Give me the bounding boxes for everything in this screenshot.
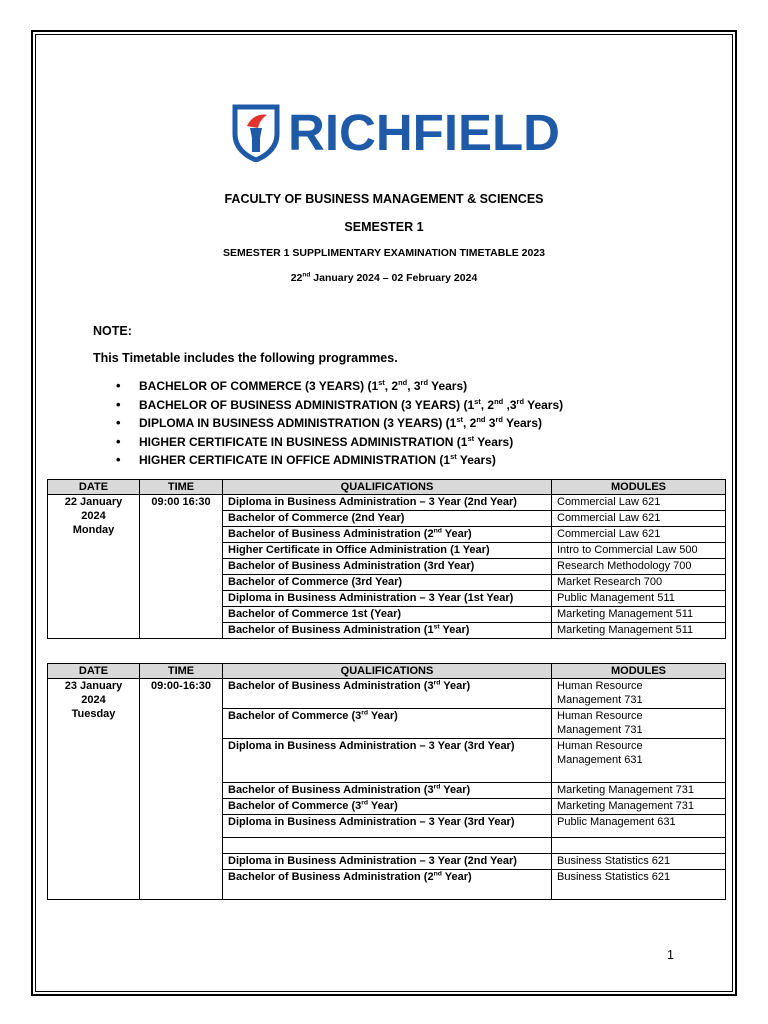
date-cell: 23 January 2024 Tuesday <box>48 679 140 900</box>
module-cell: Research Methodology 700 <box>552 559 726 575</box>
qualifications-header: QUALIFICATIONS <box>223 480 552 495</box>
shield-torch-icon <box>232 104 280 162</box>
qualification-cell: Bachelor of Commerce (3rd Year) <box>223 709 552 739</box>
module-cell: Human Resource Management 631 <box>552 739 726 783</box>
date-range: 22nd January 2024 – 02 February 2024 <box>290 271 478 284</box>
timetable-title: SEMESTER 1 SUPPLIMENTARY EXAMINATION TIMETABLE 2023 <box>222 247 546 259</box>
richfield-logo <box>232 102 560 164</box>
qualification-cell: Diploma in Business Administration – 3 Year (3rd Year) <box>223 815 552 838</box>
qualification-cell: Diploma in Business Administration – 3 Year (2nd Year) <box>223 854 552 870</box>
qualification-cell: Bachelor of Commerce 1st (Year) <box>223 607 552 623</box>
table-header-row <box>48 480 726 495</box>
qualification-cell: Bachelor of Business Administration (3rd Year) <box>223 679 552 709</box>
module-cell <box>552 838 726 854</box>
qualification-cell: Diploma in Business Administration – 3 Year (3rd Year) <box>223 739 552 783</box>
logo-wordmark: RICHFIELD <box>288 104 560 161</box>
qualification-cell: Bachelor of Business Administration (3rd Year) <box>223 559 552 575</box>
note-label: NOTE: <box>93 324 132 338</box>
qualification-cell: Bachelor of Business Administration (2nd Year) <box>223 527 552 543</box>
programme-item: • DIPLOMA IN BUSINESS ADMINISTRATION (3 YEARS) (1st, 2nd 3rd Years) <box>93 414 563 433</box>
semester-title: SEMESTER 1 <box>344 220 424 234</box>
module-cell: Commercial Law 621 <box>552 511 726 527</box>
module-cell: Marketing Management 731 <box>552 799 726 815</box>
qualification-cell: Diploma in Business Administration – 3 Year (2nd Year) <box>223 495 552 511</box>
module-cell: Public Management 631 <box>552 815 726 838</box>
table-row <box>48 679 726 709</box>
page-number: 1 <box>667 948 674 962</box>
programme-item: • HIGHER CERTIFICATE IN BUSINESS ADMINISTRATION (1st Years) <box>93 433 563 452</box>
module-cell: Human Resource Management 731 <box>552 709 726 739</box>
qualification-cell: Bachelor of Business Administration (1st Year) <box>223 623 552 639</box>
time-header: TIME <box>140 480 223 495</box>
module-cell: Intro to Commercial Law 500 <box>552 543 726 559</box>
module-cell: Public Management 511 <box>552 591 726 607</box>
programme-item: • BACHELOR OF COMMERCE (3 YEARS) (1st, 2nd, 3rd Years) <box>93 377 563 396</box>
qualification-cell: Diploma in Business Administration – 3 Year (1st Year) <box>223 591 552 607</box>
programmes-intro: This Timetable includes the following programmes. <box>93 351 398 365</box>
module-cell: Human Resource Management 731 <box>552 679 726 709</box>
table-row <box>48 495 726 511</box>
module-cell: Marketing Management 731 <box>552 783 726 799</box>
time-cell: 09:00-16:30 <box>140 679 223 900</box>
module-cell: Marketing Management 511 <box>552 623 726 639</box>
qualification-cell: Bachelor of Commerce (2nd Year) <box>223 511 552 527</box>
programme-list <box>93 377 563 470</box>
module-cell: Commercial Law 621 <box>552 527 726 543</box>
qualification-cell <box>223 838 552 854</box>
qualification-cell: Bachelor of Business Administration (3rd Year) <box>223 783 552 799</box>
module-cell: Business Statistics 621 <box>552 870 726 900</box>
modules-header: MODULES <box>552 664 726 679</box>
faculty-title: FACULTY OF BUSINESS MANAGEMENT & SCIENCES <box>224 192 544 206</box>
qualification-cell: Bachelor of Commerce (3rd Year) <box>223 799 552 815</box>
module-cell: Marketing Management 511 <box>552 607 726 623</box>
date-header: DATE <box>48 480 140 495</box>
module-cell: Market Research 700 <box>552 575 726 591</box>
modules-header: MODULES <box>552 480 726 495</box>
qualifications-header: QUALIFICATIONS <box>223 664 552 679</box>
table-header-row <box>48 664 726 679</box>
time-cell: 09:00 16:30 <box>140 495 223 639</box>
module-cell: Business Statistics 621 <box>552 854 726 870</box>
programme-item: • BACHELOR OF BUSINESS ADMINISTRATION (3 YEARS) (1st, 2nd ,3rd Years) <box>93 396 563 415</box>
module-cell: Commercial Law 621 <box>552 495 726 511</box>
programme-item: • HIGHER CERTIFICATE IN OFFICE ADMINISTRATION (1st Years) <box>93 451 563 470</box>
date-header: DATE <box>48 664 140 679</box>
qualification-cell: Bachelor of Business Administration (2nd Year) <box>223 870 552 900</box>
exam-table-22-january <box>47 479 726 639</box>
date-cell: 22 January 2024 Monday <box>48 495 140 639</box>
qualification-cell: Bachelor of Commerce (3rd Year) <box>223 575 552 591</box>
exam-table-23-january <box>47 663 726 900</box>
time-header: TIME <box>140 664 223 679</box>
qualification-cell: Higher Certificate in Office Administration (1 Year) <box>223 543 552 559</box>
